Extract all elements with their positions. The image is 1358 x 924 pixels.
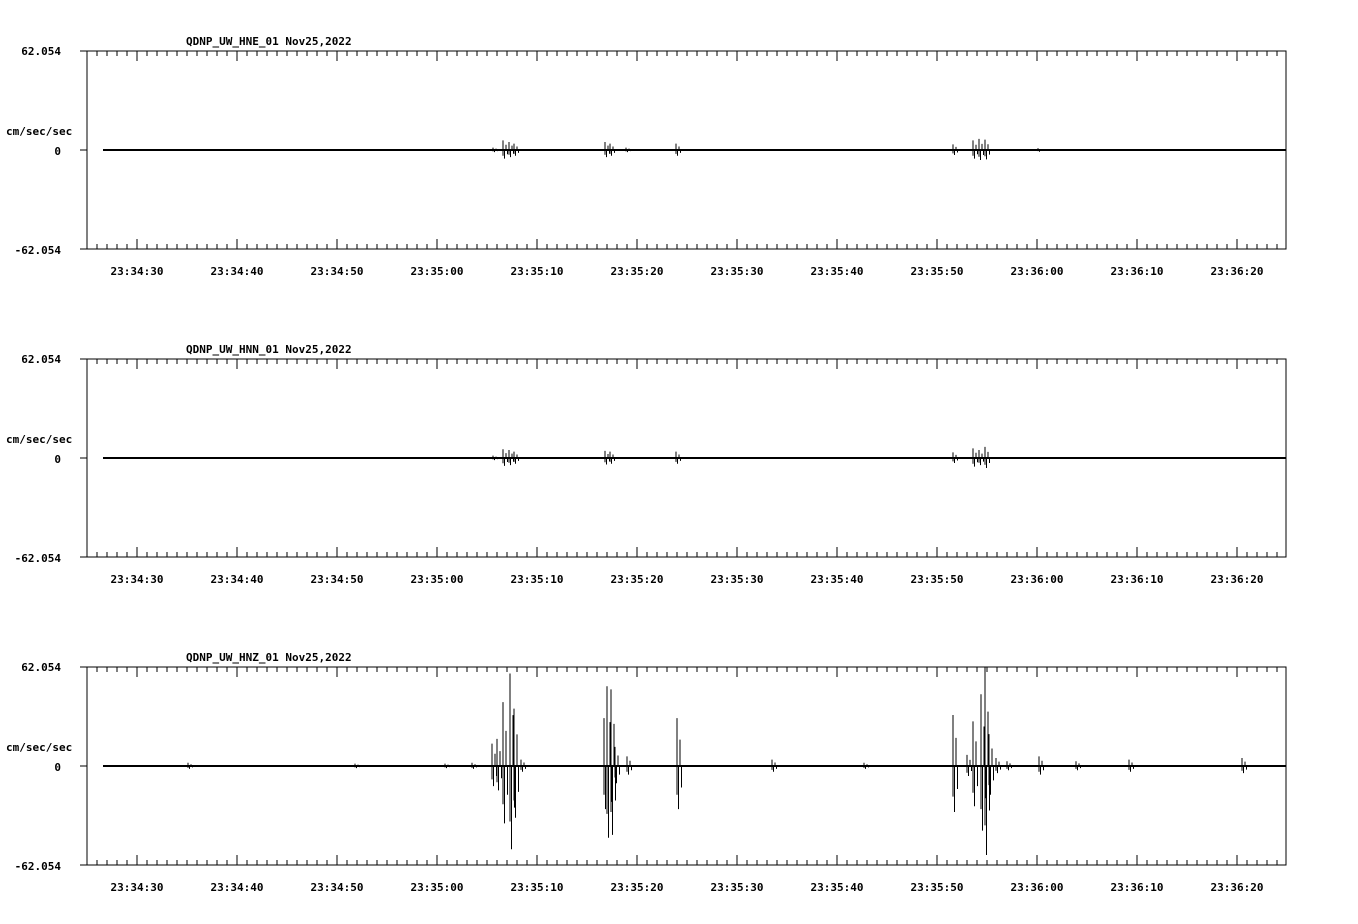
y-tick-label-zero: 0 (54, 145, 61, 158)
x-tick-label: 23:35:20 (610, 881, 664, 894)
x-tick-label: 23:35:40 (810, 573, 864, 586)
x-tick-label: 23:35:10 (510, 573, 564, 586)
x-tick-label: 23:36:20 (1210, 265, 1264, 278)
panel-2 (6, 343, 1286, 586)
x-tick-label: 23:36:10 (1110, 265, 1164, 278)
x-tick-label: 23:35:50 (910, 265, 964, 278)
x-tick-label: 23:34:30 (110, 881, 164, 894)
y-tick-label-max: 62.054 (21, 45, 61, 58)
x-tick-label: 23:35:40 (810, 881, 864, 894)
x-tick-label: 23:35:20 (610, 573, 664, 586)
y-axis-label: cm/sec/sec (6, 125, 73, 138)
x-tick-label: 23:34:50 (310, 881, 364, 894)
x-tick-label: 23:35:50 (910, 573, 964, 586)
x-tick-label: 23:36:20 (1210, 573, 1264, 586)
x-tick-label: 23:35:20 (610, 265, 664, 278)
x-tick-label: 23:35:10 (510, 881, 564, 894)
panel-title: QDNP_UW_HNN_01 Nov25,2022 (186, 343, 352, 356)
x-tick-label: 23:35:30 (710, 265, 764, 278)
x-tick-label: 23:36:00 (1010, 265, 1064, 278)
x-tick-label: 23:36:10 (1110, 881, 1164, 894)
y-tick-label-zero: 0 (54, 761, 61, 774)
x-tick-label: 23:36:20 (1210, 881, 1264, 894)
panel-title: QDNP_UW_HNZ_01 Nov25,2022 (186, 651, 352, 664)
panel-title: QDNP_UW_HNE_01 Nov25,2022 (186, 35, 352, 48)
y-axis-label: cm/sec/sec (6, 741, 73, 754)
x-tick-label: 23:35:00 (410, 573, 464, 586)
x-tick-label: 23:35:30 (710, 881, 764, 894)
y-tick-label-max: 62.054 (21, 661, 61, 674)
x-tick-label: 23:34:40 (210, 881, 264, 894)
x-tick-label: 23:35:00 (410, 265, 464, 278)
y-tick-label-min: -62.054 (14, 860, 61, 873)
y-axis-label: cm/sec/sec (6, 433, 73, 446)
x-tick-label: 23:34:40 (210, 573, 264, 586)
x-tick-label: 23:34:40 (210, 265, 264, 278)
x-tick-label: 23:35:00 (410, 881, 464, 894)
x-tick-label: 23:36:00 (1010, 881, 1064, 894)
x-tick-label: 23:35:40 (810, 265, 864, 278)
panel-1 (6, 35, 1286, 278)
x-tick-label: 23:34:30 (110, 573, 164, 586)
x-tick-label: 23:34:50 (310, 265, 364, 278)
y-tick-label-min: -62.054 (14, 244, 61, 257)
x-tick-label: 23:36:10 (1110, 573, 1164, 586)
y-tick-label-min: -62.054 (14, 552, 61, 565)
x-tick-label: 23:34:50 (310, 573, 364, 586)
x-tick-label: 23:35:30 (710, 573, 764, 586)
x-tick-label: 23:36:00 (1010, 573, 1064, 586)
y-tick-label-zero: 0 (54, 453, 61, 466)
x-tick-label: 23:35:10 (510, 265, 564, 278)
x-tick-label: 23:35:50 (910, 881, 964, 894)
panel-3 (6, 651, 1286, 894)
x-tick-label: 23:34:30 (110, 265, 164, 278)
y-tick-label-max: 62.054 (21, 353, 61, 366)
